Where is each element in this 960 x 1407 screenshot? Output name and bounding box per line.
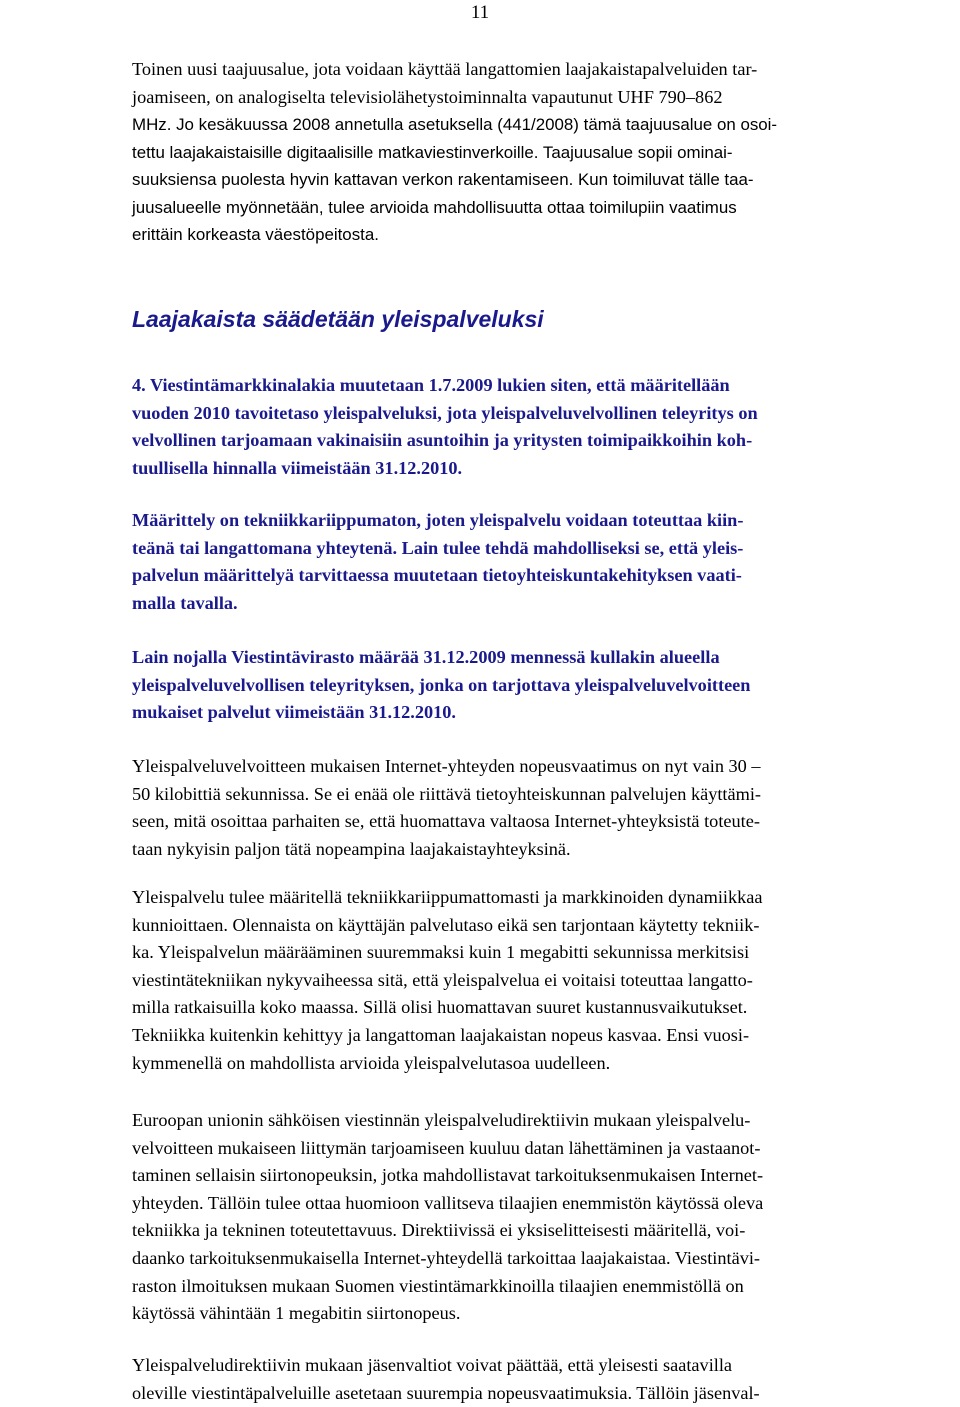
text-line: suuksiensa puolesta hyvin kattavan verkon rakentamiseen. Kun toimiluvat tälle taa- <box>132 170 754 190</box>
text-line: seen, mitä osoittaa parhaiten se, että huomattava valtaosa Internet-yhteyksistä toteute- <box>132 811 760 832</box>
text-line: käytössä vähintään 1 megabitin siirtonopeus. <box>132 1303 461 1324</box>
text-line: velvollinen tarjoamaan vakinaisiin asuntoihin ja yritysten toimipaikkoihin koh- <box>132 430 753 451</box>
text-line: kymmenellä on mahdollista arvioida yleispalvelutasoa uudelleen. <box>132 1052 611 1073</box>
text-line: tettu laajakaistaisille digitaalisille matkaviestinverkoille. Taajuusalue sopii ominai- <box>132 142 733 162</box>
text-line: Tekniikka kuitenkin kehittyy ja langattoman laajakaistan nopeus kasvaa. Ensi vuosi- <box>132 1024 750 1045</box>
text-line: daanko tarkoituksenmukaisella Internet-yhteydellä tarkoittaa laajakaistaa. Viestintävi- <box>132 1247 761 1268</box>
text-line: MHz. Jo kesäkuussa 2008 annetulla asetuksella (441/2008) tämä taajuusalue on osoi- <box>132 115 778 134</box>
proposal-paragraph <box>132 507 954 617</box>
body-paragraph <box>132 1352 954 1407</box>
text-line: taminen sellaisin siirtonopeuksin, jotka mahdollistavat tarkoituksenmukaisen Internet- <box>132 1165 764 1186</box>
proposal-paragraph <box>132 644 954 727</box>
text-line: velvoitteen mukaiseen liittymän tarjoamiseen kuuluu datan lähettäminen ja vastaanot- <box>132 1137 761 1158</box>
proposal-paragraph <box>132 372 954 482</box>
body-paragraph <box>132 884 954 1077</box>
text-line: kunnioittaen. Olennaista on käyttäjän palvelutaso eikä sen tarjontaan käytetty tekniik- <box>132 914 760 935</box>
text-line: Yleispalveludirektiivin mukaan jäsenvaltiot voivat päättää, että yleisesti saatavilla <box>132 1355 733 1375</box>
text-line: erittäin korkeasta väestöpeitosta. <box>132 225 379 245</box>
text-line: joamiseen, on analogiselta televisiolähetystoiminnalta vapautunut UHF 790–862 <box>132 86 723 107</box>
text-line: taan nykyisin paljon tätä nopeampina laajakaistayhteyksinä. <box>132 838 571 859</box>
text-line: malla tavalla. <box>132 592 238 613</box>
intro-paragraph-serif <box>132 56 954 111</box>
text-line: oleville viestintäpalveluille asetetaan suurempia nopeusvaatimuksia. Tällöin jäsenval- <box>132 1382 760 1403</box>
text-line: Lain nojalla Viestintävirasto määrää 31.12.2009 mennessä kullakin alueella <box>132 647 720 667</box>
text-line: milla ratkaisuilla koko maassa. Sillä olisi huomattavan suuret kustannusvaikutukset. <box>132 997 748 1018</box>
text-line: yleispalveluvelvollisen teleyrityksen, jonka on tarjottava yleispalveluvelvoitteen <box>132 674 751 695</box>
text-line: 4. Viestintämarkkinalakia muutetaan 1.7.2009 lukien siten, että määritellään <box>132 375 730 395</box>
text-line: mukaiset palvelut viimeistään 31.12.2010. <box>132 702 456 723</box>
text-line: yhteyden. Tällöin tulee ottaa huomioon vallitseva tilaajien enemmistön käytössä oleva <box>132 1192 764 1213</box>
section-heading: Laajakaista säädetään yleispalveluksi <box>132 306 544 332</box>
text-line: raston ilmoituksen mukaan Suomen viestintämarkkinoilla tilaajien enemmistöllä on <box>132 1275 744 1296</box>
body-paragraph <box>132 753 954 863</box>
text-line: viestintätekniikan nykyvaiheessa sitä, että yleispalvelua ei voitaisi toteuttaa langatto- <box>132 969 753 990</box>
text-line: Yleispalvelu tulee määritellä tekniikkariippumattomasti ja markkinoiden dynamiikkaa <box>132 887 763 907</box>
text-line: 50 kilobittiä sekunnissa. Se ei enää ole riittävä tietoyhteiskunnan palvelujen käyttämi- <box>132 783 762 804</box>
text-line: juusalueelle myönnetään, tulee arvioida mahdollisuutta ottaa toimilupiin vaatimus <box>132 197 737 217</box>
text-line: Toinen uusi taajuusalue, jota voidaan käyttää langattomien laajakaistapalveluiden tar- <box>132 59 758 79</box>
text-line: tuullisella hinnalla viimeistään 31.12.2010. <box>132 457 463 478</box>
text-line: teänä tai langattomana yhteytenä. Lain tulee tehdä mahdolliseksi se, että yleis- <box>132 537 744 558</box>
page-number: 11 <box>470 2 490 23</box>
body-paragraph <box>132 1107 954 1328</box>
text-line: Euroopan unionin sähköisen viestinnän yleispalveludirektiivin mukaan yleispalvelu- <box>132 1110 751 1130</box>
text-line: Yleispalveluvelvoitteen mukaisen Internet-yhteyden nopeusvaatimus on nyt vain 30 – <box>132 756 761 776</box>
text-line: vuoden 2010 tavoitetaso yleispalveluksi, jota yleispalveluvelvollinen teleyritys on <box>132 402 758 423</box>
text-line: palvelun määrittelyä tarvittaessa muutetaan tietoyhteiskuntakehityksen vaati- <box>132 565 742 586</box>
text-line: ka. Yleispalvelun määrääminen suuremmaksi kuin 1 megabitti sekunnissa merkitsisi <box>132 942 750 963</box>
text-line: tekniikka ja tekninen toteutettavuus. Direktiivissä ei yksiselitteisesti määritellä, voi- <box>132 1220 746 1241</box>
text-line: Määrittely on tekniikkariippumaton, joten yleispalvelu voidaan toteuttaa kiin- <box>132 510 744 530</box>
intro-paragraph-sans <box>132 111 954 249</box>
